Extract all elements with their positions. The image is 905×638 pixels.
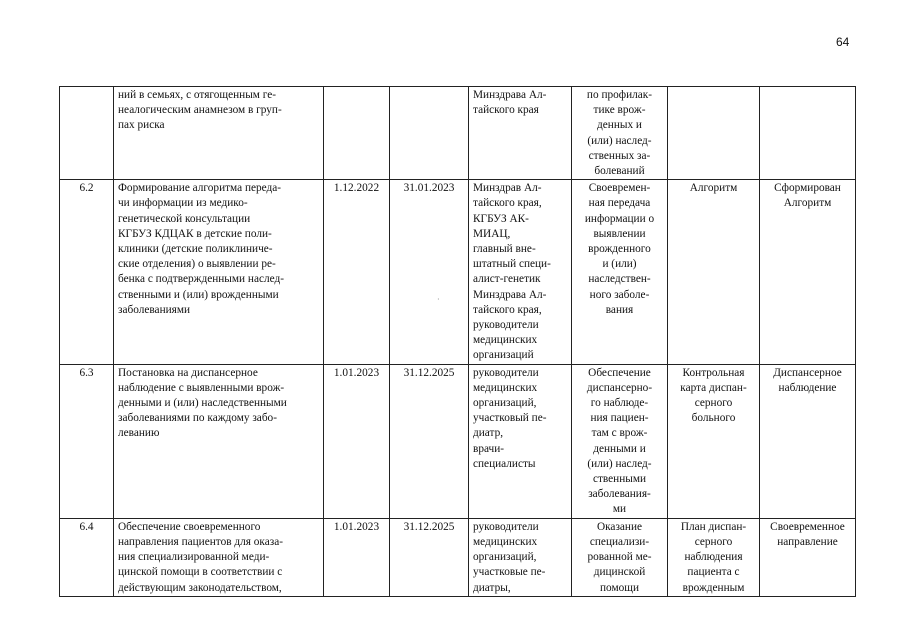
start-date-cell: 1.12.2022 xyxy=(324,180,390,364)
end-date-cell: 31.12.2025 xyxy=(390,518,469,596)
measure-name-cell: ний в семьях, с отягощенным ге- неалогическим анамнезом в груп- пах риска xyxy=(114,87,324,180)
row-number-cell xyxy=(60,87,114,180)
row-number-cell: 6.4 xyxy=(60,518,114,596)
responsible-cell: руководители медицинских организаций, участковый пе- диатр, врачи- специалисты xyxy=(469,364,572,518)
measure-name-cell: Постановка на диспансерное наблюдение с выявленными врож- денными и (или) наследственными заболеваниями по каждому забо- леванию xyxy=(114,364,324,518)
indicator-cell: Сформирован Алгоритм xyxy=(760,180,856,364)
responsible-cell: Минздрава Ал- тайского края xyxy=(469,87,572,180)
start-date-cell: 1.01.2023 xyxy=(324,518,390,596)
result-cell: Оказание специализи- рованной ме- дицинской помощи xyxy=(572,518,668,596)
start-date-cell xyxy=(324,87,390,180)
measures-table xyxy=(59,86,856,597)
table-row xyxy=(60,180,856,364)
indicator-cell xyxy=(760,87,856,180)
document-cell: Алгоритм xyxy=(668,180,760,364)
table-row xyxy=(60,87,856,180)
measure-name-cell: Обеспечение своевременного направления пациентов для оказа- ния специализированной меди- цинской помощи в соответствии с действующим законодательством, xyxy=(114,518,324,596)
result-cell: по профилак- тике врож- денных и (или) наслед- ственных за- болеваний xyxy=(572,87,668,180)
end-date-cell: 31.12.2025 xyxy=(390,364,469,518)
row-number-cell: 6.3 xyxy=(60,364,114,518)
end-date-cell: 31.01.2023 xyxy=(390,180,469,364)
page-number: 64 xyxy=(836,35,850,49)
table-row xyxy=(60,364,856,518)
indicator-cell: Диспансерное наблюдение xyxy=(760,364,856,518)
start-date-cell: 1.01.2023 xyxy=(324,364,390,518)
end-date-cell xyxy=(390,87,469,180)
measure-name-cell: Формирование алгоритма переда- чи информации из медико- генетической консультации КГБУЗ КДЦАК в детские поли- клиники (детские поликлиниче- ские отделения) о выявлении ре- бенка с подтвержденными наслед- ственными и (или) врожденными заболеваниями xyxy=(114,180,324,364)
result-cell: Обеспечение диспансерно- го наблюде- ния пациен- там с врож- денными и (или) наслед- ственными заболевания- ми xyxy=(572,364,668,518)
scan-speck: · xyxy=(437,295,440,304)
responsible-cell: Минздрав Ал- тайского края, КГБУЗ АК- МИАЦ, главный вне- штатный специ- алист-генетик Минздрава Ал- тайского края, руководители медицинских организаций xyxy=(469,180,572,364)
document-cell: План диспан- серного наблюдения пациента с врожденным xyxy=(668,518,760,596)
responsible-cell: руководители медицинских организаций, участковые пе- диатры, xyxy=(469,518,572,596)
document-cell: Контрольная карта диспан- серного больного xyxy=(668,364,760,518)
document-cell xyxy=(668,87,760,180)
table-row xyxy=(60,518,856,596)
indicator-cell: Своевременное направление xyxy=(760,518,856,596)
row-number-cell: 6.2 xyxy=(60,180,114,364)
result-cell: Своевремен- ная передача информации о выявлении врожденного и (или) наследствен- ного заболе- вания xyxy=(572,180,668,364)
